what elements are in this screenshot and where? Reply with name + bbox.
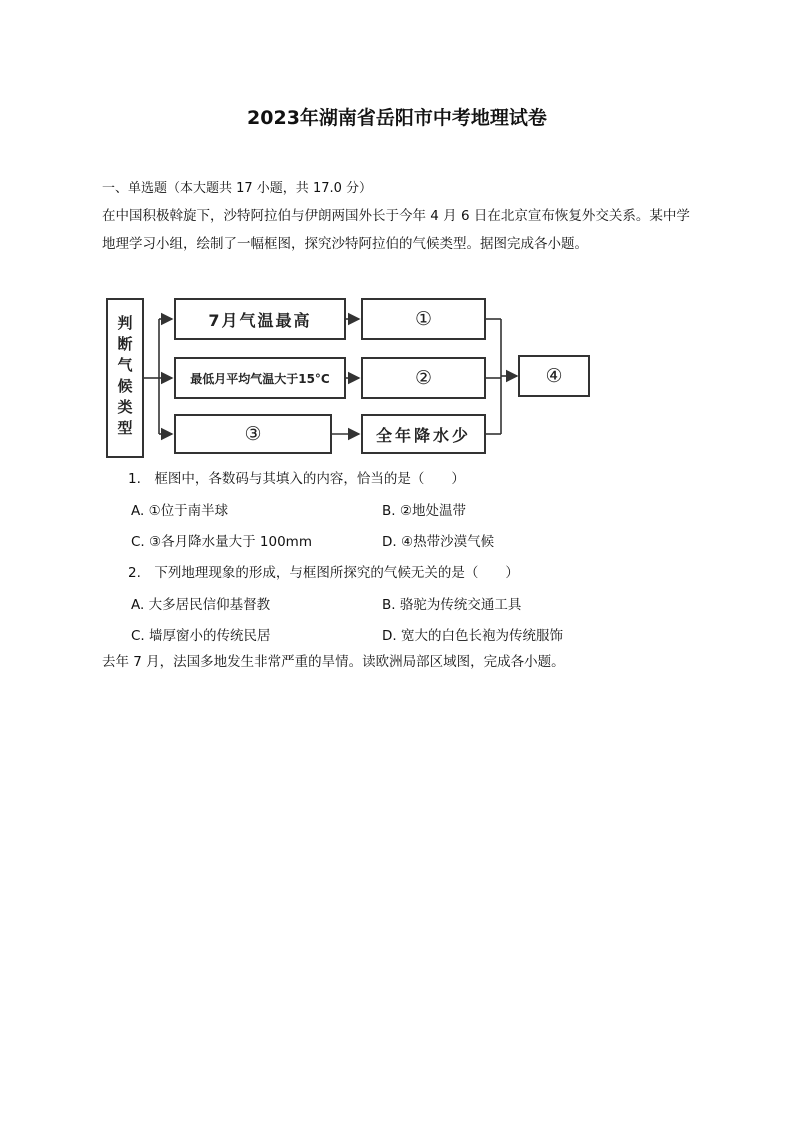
question-intro: 在中国积极斡旋下，沙特阿拉伯与伊朗两国外长于今年 4 月 6 日在北京宣布恢复外交关系。某中学地理学习小组，绘制了一幅框图，探究沙特阿拉伯的气候类型。据图完成各小题。: [102, 208, 690, 252]
box-little-rain: 全年降水少: [361, 414, 486, 454]
box-2: ②: [361, 357, 486, 399]
climate-flowchart: [104, 294, 524, 462]
next-question-intro: 去年 7 月，法国多地发生非常严重的旱情。读欧洲局部区域图，完成各小题。: [102, 654, 565, 670]
q1-option-a[interactable]: A. ①位于南半球: [131, 503, 229, 519]
box-judge-climate: 判断气候类型: [106, 298, 144, 458]
q1-option-c[interactable]: C. ③各月降水量大于 100mm: [131, 534, 312, 550]
box-min-temp: 最低月平均气温大于15°C: [174, 357, 346, 399]
box-4: ④: [518, 355, 590, 397]
q2-stem: 2. 下列地理现象的形成，与框图所探究的气候无关的是（ ）: [128, 565, 519, 581]
q2-option-d[interactable]: D. 宽大的白色长袍为传统服饰: [382, 628, 563, 644]
page-title: 2023年湖南省岳阳市中考地理试卷: [247, 107, 547, 129]
q1-option-b[interactable]: B. ②地处温带: [382, 503, 466, 519]
box-1: ①: [361, 298, 486, 340]
box-3: ③: [174, 414, 332, 454]
q1-option-d[interactable]: D. ④热带沙漠气候: [382, 534, 495, 550]
q2-option-a[interactable]: A. 大多居民信仰基督教: [131, 597, 271, 613]
box-july-hottest: 7月气温最高: [174, 298, 346, 340]
q1-stem: 1. 框图中，各数码与其填入的内容，恰当的是（ ）: [128, 471, 465, 487]
section-heading: 一、单选题（本大题共 17 小题，共 17.0 分）: [102, 181, 373, 196]
q2-option-c[interactable]: C. 墙厚窗小的传统民居: [131, 628, 271, 644]
q2-option-b[interactable]: B. 骆驼为传统交通工具: [382, 597, 522, 613]
